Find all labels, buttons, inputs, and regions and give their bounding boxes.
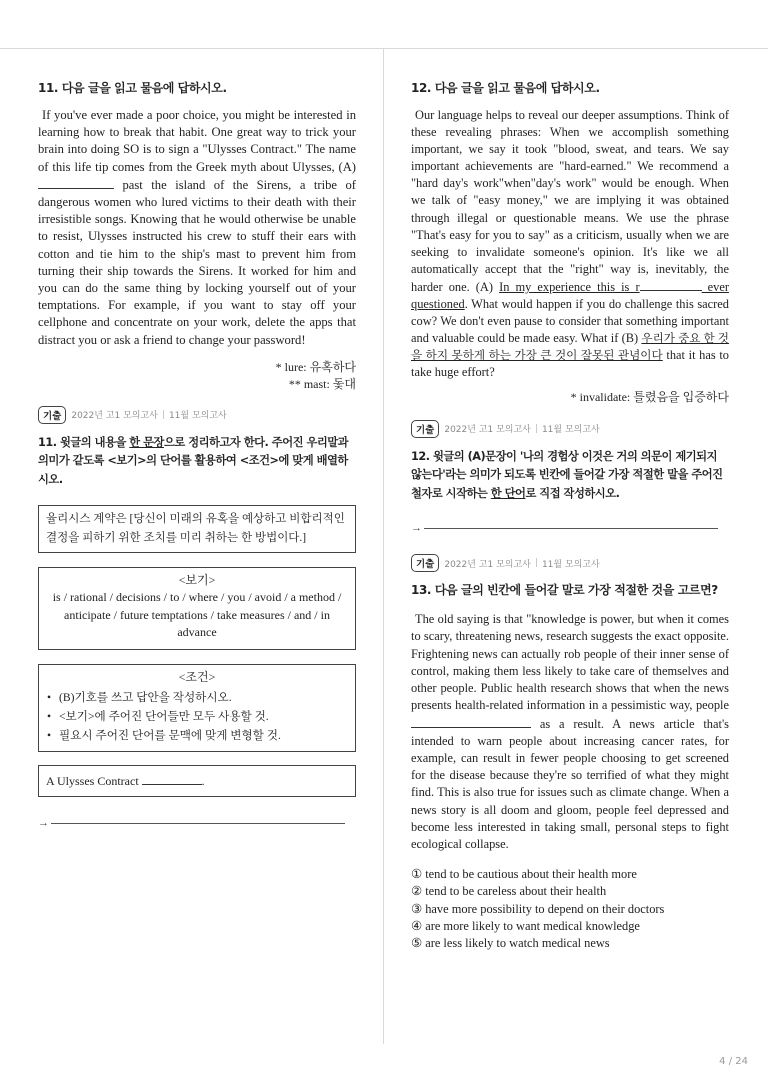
q11-source-row: 기출 2022년 고1 모의고사 | 11월 모의고사	[38, 406, 356, 424]
source-tag: 기출	[411, 554, 439, 572]
q13-title: 13. 다음 글의 빈칸에 들어갈 말로 가장 적절한 것을 고르면?	[411, 583, 718, 598]
q11-footnotes	[38, 359, 356, 393]
condition-3: • 필요시 주어진 단어를 문맥에 맞게 변형할 것.	[43, 726, 351, 745]
exam-label: 2022년 고1 모의고사	[71, 411, 158, 422]
bogi-words: is / rational / decisions / to / where / you / avoid / a method / anticipate / future temptations / take measures / and / in advance	[52, 590, 342, 640]
answer-blank[interactable]	[142, 772, 202, 785]
condition-2: • <보기>에 주어진 단어들만 모두 사용할 것.	[43, 707, 351, 726]
choice-5[interactable]: ⑤ are less likely to watch medical news	[411, 936, 610, 951]
q12-footnote: * invalidate: 틀렸음을 입증하다	[570, 389, 729, 404]
q11-sub-question: 11. 윗글의 내용을 한 문장으로 정리하고자 한다. 주어진 우리말과 의미가 같도록 <보기>의 단어를 활용하여 <조건>에 맞게 배열하시오.	[38, 435, 349, 487]
condition-1: • (B)기호를 쓰고 답안을 작성하시오.	[43, 688, 351, 707]
answer-box[interactable]: A Ulysses Contract .	[38, 765, 356, 797]
bogi-title: <보기>	[178, 572, 216, 587]
choice-3[interactable]: ③ have more possibility to depend on their doctors	[411, 901, 665, 916]
q12-passage: Our language helps to reveal our deeper assumptions. Think of these revealing phrases: When we accomplish something important, we say it took "blood, sweat, and tears. We say important achievements are "hard-earned." We recommend a "hard day's work"when"day's work" would be enough. When we talk of "easy money," we are implying it was obtained through illegal or questionable means. We use the phrase "That's easy for you to say" as a criticism, usually when we are seeking to invalidate someone's opinion. It's like we all automatically accept that the "right" way is, inevitably, the harder one. (A) In my experience this is r ever questioned. What would happen if you do challenge this sacred cow? We don't even pause to consider that something important and valuable could be made easy. What if (B) 우리가 중요 한 것을 하지 못하게 하는 가장 큰 것이 잘못된 관념이다 that it has to take huge effort?	[411, 108, 730, 380]
footnote-mast: ** mast: 돛대	[288, 376, 356, 391]
arrow-icon: →	[411, 522, 422, 535]
top-rule	[0, 48, 768, 49]
month-label: 11월 모의고사	[168, 411, 227, 422]
month-label: 11월 모의고사	[541, 425, 600, 435]
q12-title: 12. 다음 글을 읽고 물음에 답하시오.	[411, 81, 600, 95]
q12-answer-line[interactable]	[411, 522, 718, 534]
underline-b: 우리가 중요 한 것을 하지 못하게 하는 가장 큰 것이 잘못된 관념이다	[411, 332, 730, 363]
q11-passage-part1: If you've ever made a poor choice, you might be interested in learning how to break that habit. One great way to trick your brain into doing SO is to sign a "Ulysses Contract." The name of this life tip comes from the Greek myth about Ulysses, (A)	[38, 108, 356, 174]
choice-2[interactable]: ② tend to be careless about their health	[411, 884, 607, 899]
footnote-lure: * lure: 유혹하다	[275, 359, 356, 374]
month-label: 11월 모의고사	[541, 559, 600, 570]
q11-passage-part2: past the island of the Sirens, a tribe of dangerous women who lured victims to their death with their irresistible songs. Knowing that he would otherwise be unable to resist, Ulysses instructed his crew to stuff their ears with cotton and tie him to the ship's mast to prevent him from turning their ship towards the Sirens. It worked for him and you can do the same thing by locking yourself out of your temptations. For example, if you want to stay off your cellphone and concentrate on your work, delete the apps that distract you or ask a friend to change your password!	[38, 177, 356, 347]
source-tag: 기출	[411, 420, 439, 438]
q13-source-row: 기출 2022년 고1 모의고사 | 11월 모의고사	[411, 554, 729, 572]
korean-sentence-box: 율리시스 계약은 [당신이 미래의 유혹을 예상하고 비합리적인 결정을 피하기 위한 조치를 미리 취하는 한 방법이다.]	[38, 505, 356, 553]
conditions-title: <조건>	[178, 669, 216, 684]
q11-answer-line[interactable]	[38, 817, 345, 829]
bogi-box	[38, 567, 356, 650]
blank-r	[640, 278, 702, 291]
q12-sub-question: 12. 윗글의 (A)문장이 '나의 경험상 이것은 거의 의문이 제기되지 않는다'라는 의미가 되도록 빈칸에 들어갈 가장 적절한 말을 주어진 철자로 시작하는 한 단어로 직접 작성하시오.	[411, 449, 723, 500]
column-divider	[383, 49, 384, 1044]
underline-a-part2: ever questioned	[411, 279, 729, 312]
left-column	[38, 80, 356, 829]
arrow-icon: →	[38, 817, 49, 830]
conditions-box	[38, 664, 356, 753]
right-column	[411, 80, 729, 953]
q12-source-row: 기출 2022년 고1 모의고사 | 11월 모의고사	[411, 420, 729, 438]
blank-main	[411, 715, 531, 728]
page-number: 4 / 24	[719, 1056, 748, 1067]
q13-passage: The old saying is that "knowledge is power, but when it comes to scary, threatening news, research suggests the exact opposite. Frightening news can actually rob people of their inner sense of control, making them less likely to take care of themselves and other people. Public health research shows that when the news presents health-related information in a pessimistic way, people as a result. A news article that's intended to warn people about increasing cancer rates, for example, can result in fewer people choosing to get screened for the disease because they're so terrified of what they might find. This is also true for issues such as climate change. When a news story is all doom and gloom, people feel depressed and become less interested in taking small, personal steps to fight ecological collapse.	[411, 612, 729, 851]
blank-a	[38, 176, 114, 189]
exam-label: 2022년 고1 모의고사	[444, 425, 531, 435]
q11-title: 11. 다음 글을 읽고 물음에 답하시오.	[38, 81, 227, 95]
exam-label: 2022년 고1 모의고사	[444, 559, 531, 570]
source-tag: 기출	[38, 406, 66, 424]
q11-passage	[38, 107, 356, 349]
underline-a-part1: In my experience this is r	[499, 279, 640, 294]
answer-prefix: A Ulysses Contract	[46, 774, 139, 789]
choice-1[interactable]: ① tend to be cautious about their health more	[411, 867, 637, 882]
choice-4[interactable]: ④ are more likely to want medical knowledge	[411, 919, 640, 934]
q13-choices	[411, 866, 729, 952]
